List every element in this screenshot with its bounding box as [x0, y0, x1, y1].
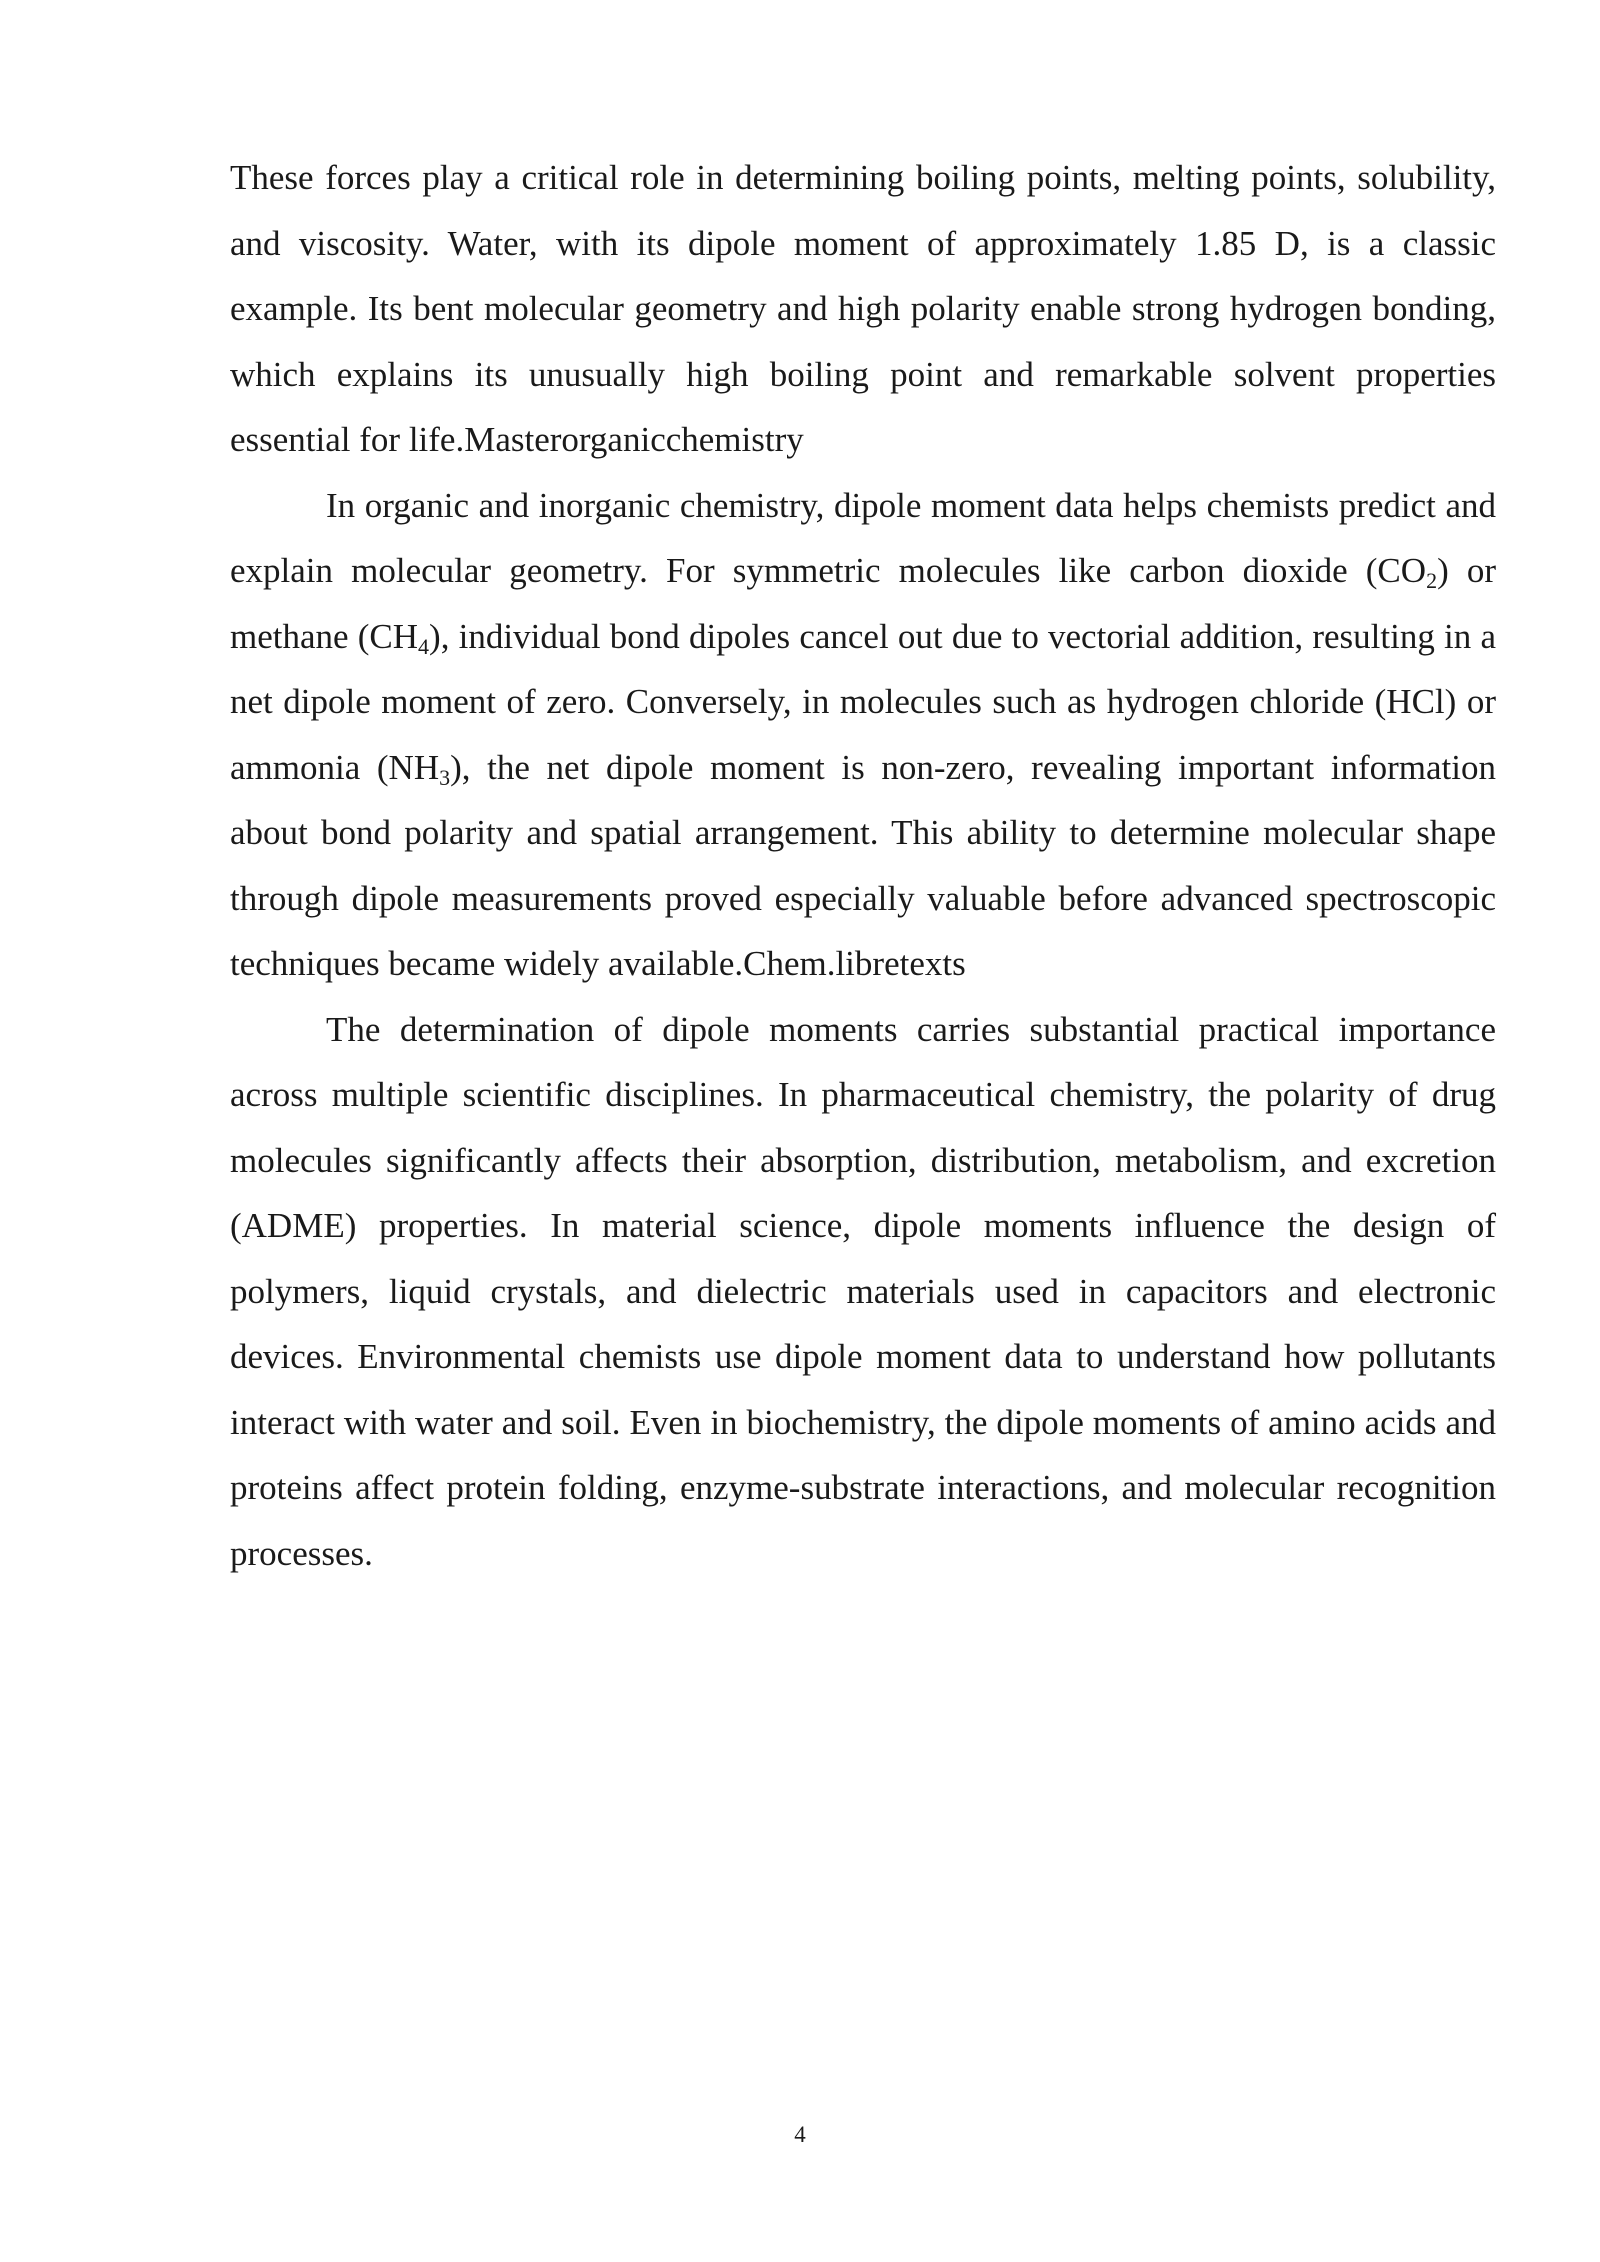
paragraph-text: ), individual bond dipoles cancel out due to vectorial addition, resulting in a net dipole moment of zero. Conversely, in molecules such as hydrogen chloride (HCl) or ammonia (NH: [230, 616, 1497, 787]
subscript: 2: [1426, 568, 1438, 593]
paragraph-forces: [230, 145, 1496, 473]
paragraph-text: ) or methane (CH: [230, 551, 1497, 656]
page-number: 4: [794, 2122, 806, 2147]
source-reference: Masterorganicchemistry: [464, 420, 804, 459]
paragraph-practical-importance: [230, 997, 1496, 1587]
source-reference: Chem.libretexts: [743, 944, 966, 983]
subscript: 3: [439, 764, 451, 790]
body-text: [230, 145, 1496, 1586]
paragraph-text: ), the net dipole moment is non-zero, revealing important information about bond polarity and spatial arrangement. This ability to determine molecular shape through dipole measurements proved especially valuable before advanced spectroscopic techniques became widely available.: [230, 747, 1496, 983]
paragraph-text: These forces play a critical role in determining boiling points, melting points, solubility, and viscosity. Water, with its dipole moment of approximately 1.85 D, is a classic example. Its bent molecular geometry and high polarity enable strong hydrogen bonding, which explains its unusually high boiling point and remarkable solvent properties essential for life.: [230, 158, 1496, 459]
paragraph-text: The determination of dipole moments carries substantial practical importance across multiple scientific disciplines. In pharmaceutical chemistry, the polarity of drug molecules significantly affects their absorption, distribution, metabolism, and excretion (ADME) properties. In material science, dipole moments influence the design of polymers, liquid crystals, and dielectric materials used in capacitors and electronic devices. Environmental chemists use dipole moment data to understand how pollutants interact with water and soil. Even in biochemistry, the dipole moments of amino acids and proteins affect protein folding, enzyme-substrate interactions, and molecular recognition processes.: [230, 1009, 1496, 1573]
paragraph-text: In organic and inorganic chemistry, dipole moment data helps chemists predict and explain molecular geometry. For symmetric molecules like carbon dioxide (CO: [230, 485, 1496, 590]
paragraph-molecular-geometry: [230, 473, 1496, 997]
subscript: 4: [418, 633, 430, 659]
